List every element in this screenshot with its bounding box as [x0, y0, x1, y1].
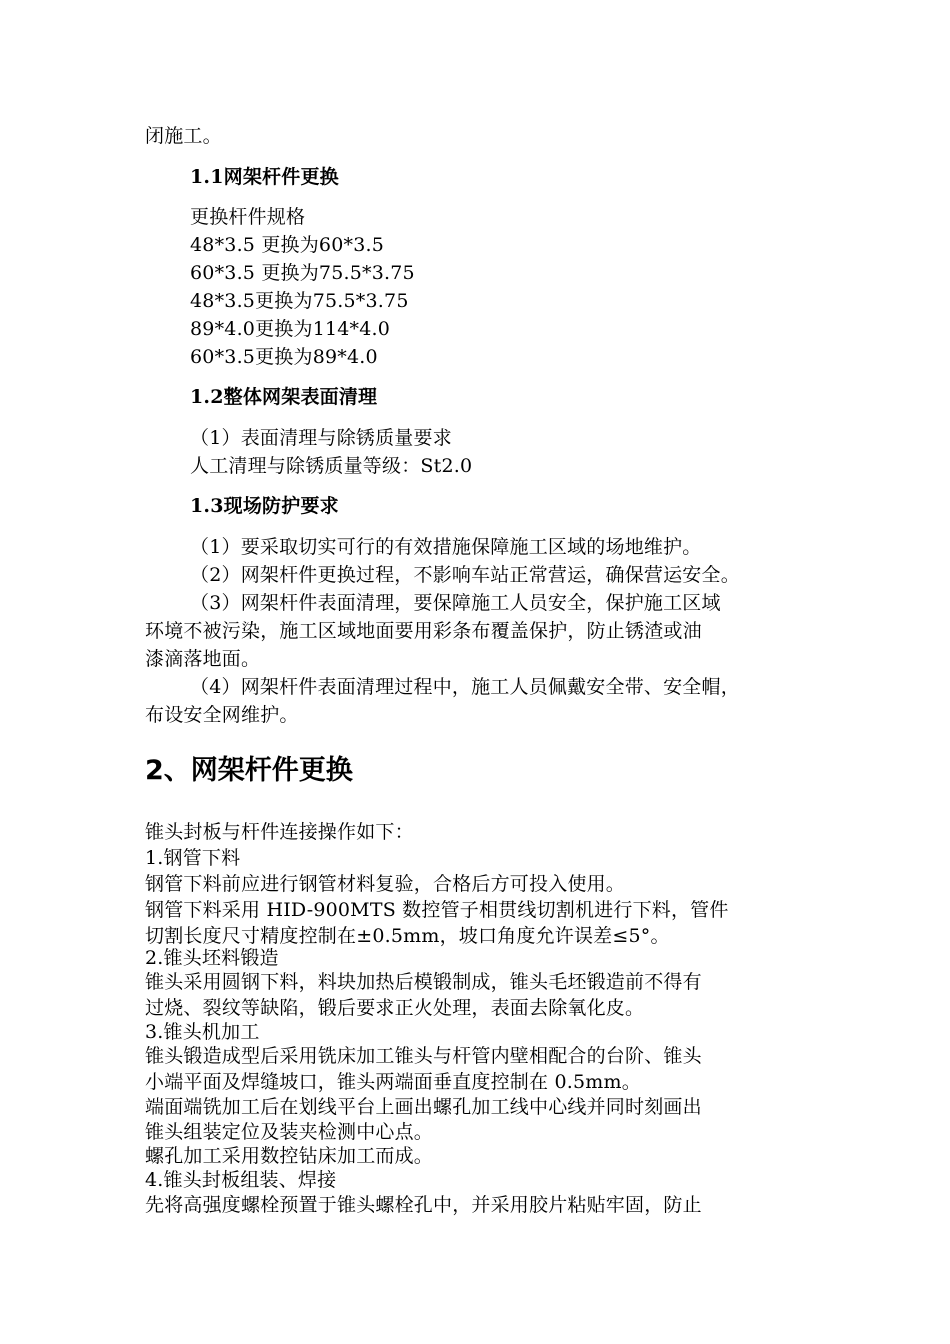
spec-line: 48*3.5更换为75.5*3.75 [190, 290, 409, 312]
paragraph-line: （4）网架杆件表面清理过程中，施工人员佩戴安全带、安全帽， [190, 676, 740, 698]
paragraph-line: 1.钢管下料 [145, 847, 241, 869]
spec-line: 48*3.5 更换为60*3.5 [190, 234, 385, 256]
paragraph-line: 3.锥头机加工 [145, 1021, 260, 1043]
subsection-heading: 1.2整体网架表面清理 [190, 386, 378, 408]
paragraph-line: 钢管下料前应进行钢管材料复验，合格后方可投入使用。 [145, 873, 626, 895]
subsection-heading: 1.1网架杆件更换 [190, 166, 339, 188]
paragraph-line: （1）要采取切实可行的有效措施保障施工区域的场地维护。 [190, 536, 702, 558]
paragraph-line: 更换杆件规格 [190, 206, 306, 228]
paragraph-line: 锥头采用圆钢下料，料块加热后模锻制成，锥头毛坯锻造前不得有 [145, 971, 702, 993]
paragraph-line: 漆滴落地面。 [145, 648, 261, 670]
paragraph-line: （3）网架杆件表面清理，要保障施工人员安全，保护施工区域 [190, 592, 721, 614]
spec-line: 89*4.0更换为114*4.0 [190, 318, 391, 340]
paragraph-line: 4.锥头封板组装、焊接 [145, 1169, 337, 1191]
paragraph-line: 锥头锻造成型后采用铣床加工锥头与杆管内壁相配合的台阶、锥头 [145, 1045, 702, 1067]
paragraph-line: 螺孔加工采用数控钻床加工而成。 [145, 1145, 434, 1167]
paragraph-line: 闭施工。 [145, 125, 222, 147]
paragraph-line: （1）表面清理与除锈质量要求 [190, 427, 452, 449]
spec-line: 60*3.5 更换为75.5*3.75 [190, 262, 415, 284]
paragraph-line: 切割长度尺寸精度控制在±0.5mm，坡口角度允许误差≤5°。 [145, 925, 670, 947]
spec-line: 60*3.5更换为89*4.0 [190, 346, 378, 368]
paragraph-line: 锥头封板与杆件连接操作如下： [145, 821, 414, 843]
paragraph-line: （2）网架杆件更换过程，不影响车站正常营运，确保营运安全。 [190, 564, 740, 586]
paragraph-line: 端面端铣加工后在划线平台上画出螺孔加工线中心线并同时刻画出 [145, 1096, 702, 1118]
paragraph-line: 过烧、裂纹等缺陷，锻后要求正火处理，表面去除氧化皮。 [145, 997, 645, 1019]
paragraph-line: 小端平面及焊缝坡口，锥头两端面垂直度控制在 0.5mm。 [145, 1071, 641, 1093]
section-heading: 2、网架杆件更换 [145, 755, 353, 786]
paragraph-line: 布设安全网维护。 [145, 704, 299, 726]
paragraph-line: 人工清理与除锈质量等级：St2.0 [190, 455, 473, 477]
paragraph-line: 先将高强度螺栓预置于锥头螺栓孔中，并采用胶片粘贴牢固，防止 [145, 1194, 702, 1216]
paragraph-line: 环境不被污染，施工区域地面要用彩条布覆盖保护，防止锈渣或油 [145, 620, 702, 642]
paragraph-line: 2.锥头坯料锻造 [145, 947, 279, 969]
paragraph-line: 钢管下料采用 HID-900MTS 数控管子相贯线切割机进行下料，管件 [145, 899, 729, 921]
subsection-heading: 1.3现场防护要求 [190, 495, 339, 517]
paragraph-line: 锥头组装定位及装夹检测中心点。 [145, 1121, 434, 1143]
